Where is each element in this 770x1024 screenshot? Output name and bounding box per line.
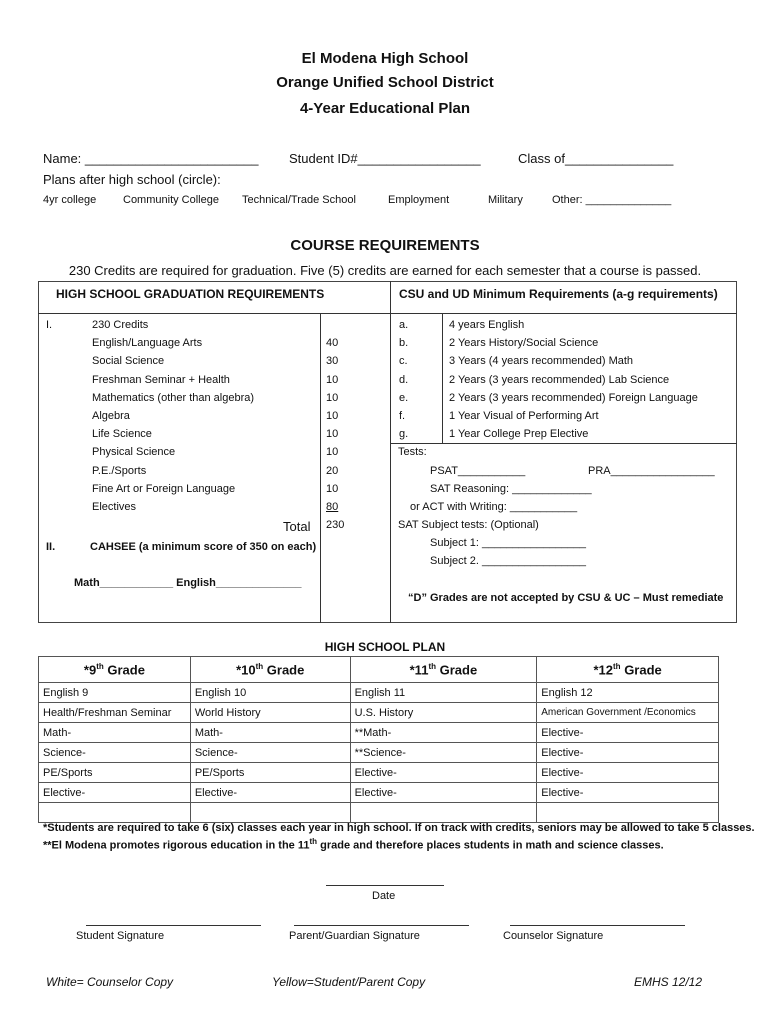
csu-requirement: 2 Years History/Social Science: [449, 337, 599, 350]
student-signature-line[interactable]: [86, 925, 261, 926]
tests-label: Tests:: [398, 446, 427, 458]
plan-cell[interactable]: Science-: [190, 743, 350, 763]
grade-header: *10th Grade: [190, 657, 350, 683]
csu-letter: c.: [399, 355, 408, 368]
math-english-field[interactable]: Math____________ English______________: [74, 577, 302, 589]
csu-letter: d.: [399, 373, 409, 386]
csu-requirement: 1 Year Visual of Performing Art: [449, 410, 599, 422]
plan-cell[interactable]: PE/Sports: [190, 763, 350, 783]
roman-two: II.: [46, 541, 56, 553]
table-row: [39, 783, 719, 803]
plan-cell[interactable]: **Math-: [350, 723, 537, 743]
plan-cell[interactable]: **Science-: [350, 743, 537, 763]
grad-req-credits: 10: [326, 482, 339, 495]
csu-requirement: 2 Years (3 years recommended) Lab Science: [449, 373, 670, 386]
csu-letter: b.: [399, 337, 409, 350]
divider: [390, 281, 391, 623]
plan-cell[interactable]: Elective-: [190, 783, 350, 803]
name-field[interactable]: Name: ________________________: [43, 151, 259, 166]
grad-req-item: Mathematics (other than algebra): [92, 391, 255, 404]
total-value: 230: [326, 519, 345, 531]
plan-cell[interactable]: Elective-: [39, 783, 191, 803]
plan-cell[interactable]: [350, 803, 537, 823]
table-row: [39, 723, 719, 743]
psat-field[interactable]: PSAT___________: [430, 465, 526, 477]
act-field[interactable]: or ACT with Writing: ___________: [410, 501, 578, 513]
grad-req-credits: 10: [326, 446, 339, 459]
counselor-signature-label: Counselor Signature: [503, 930, 604, 942]
csu-letter: g.: [399, 428, 409, 441]
footer-code: EMHS 12/12: [634, 975, 703, 989]
student-signature-label: Student Signature: [76, 930, 165, 942]
grade-header: *9th Grade: [39, 657, 191, 683]
grad-req-credits: 40: [326, 337, 339, 350]
grad-req-item: Social Science: [92, 355, 165, 368]
parent-signature-label: Parent/Guardian Signature: [289, 930, 420, 942]
course-requirements-title: COURSE REQUIREMENTS: [290, 237, 480, 254]
parent-signature-line[interactable]: [294, 925, 469, 926]
table-row: [39, 803, 719, 823]
plan-cell[interactable]: English 11: [350, 683, 537, 703]
plan-cell[interactable]: English 12: [537, 683, 719, 703]
grad-req-item: Freshman Seminar + Health: [92, 373, 230, 386]
grad-req-credits: 30: [326, 355, 339, 368]
plan-title: 4-Year Educational Plan: [299, 100, 471, 117]
grad-req-item: P.E./Sports: [92, 464, 147, 477]
divider: [390, 443, 737, 444]
csu-requirement: 4 years English: [449, 319, 525, 331]
date-label: Date: [372, 890, 396, 902]
plan-cell[interactable]: Science-: [39, 743, 191, 763]
grad-req-item: 230 Credits: [92, 319, 149, 331]
divider: [442, 313, 443, 443]
credits-note: 230 Credits are required for graduation. Five (5) credits are earned for each semester that a course is passed.: [68, 263, 702, 278]
note-rigorous: **El Modena promotes rigorous education in the 11th grade and therefore places students in math and science classes.: [43, 837, 664, 852]
option-military[interactable]: Military: [488, 194, 523, 206]
plan-cell[interactable]: Elective-: [537, 783, 719, 803]
plan-cell[interactable]: English 10: [190, 683, 350, 703]
plan-cell[interactable]: Elective-: [350, 763, 537, 783]
plan-cell[interactable]: English 9: [39, 683, 191, 703]
note-six-classes: *Students are required to take 6 (six) classes each year in high school. If on track with credits, seniors may be allowed to take 5 classes.: [43, 822, 755, 834]
plan-title: HIGH SCHOOL PLAN: [324, 640, 446, 654]
table-row: [39, 743, 719, 763]
plan-cell[interactable]: [537, 803, 719, 823]
pra-field[interactable]: PRA_________________: [588, 465, 715, 477]
date-line[interactable]: [326, 885, 444, 886]
grad-req-credits: 80: [326, 501, 339, 513]
table-row: [39, 763, 719, 783]
plans-after-label: Plans after high school (circle):: [43, 172, 221, 187]
plan-cell[interactable]: Elective-: [537, 763, 719, 783]
subject2-field[interactable]: Subject 2. _________________: [430, 555, 586, 567]
d-grades-note: “D” Grades are not accepted by CSU & UC – Must remediate: [408, 592, 724, 604]
footer-white: White= Counselor Copy: [46, 975, 174, 989]
plan-cell[interactable]: Math-: [39, 723, 191, 743]
grade-header: *12th Grade: [537, 657, 719, 683]
csu-letter: e.: [399, 391, 409, 404]
district-name: Orange Unified School District: [276, 74, 494, 91]
plan-cell[interactable]: PE/Sports: [39, 763, 191, 783]
school-name: El Modena High School: [301, 50, 469, 67]
csu-letter: f.: [399, 410, 406, 422]
grad-req-item: Fine Art or Foreign Language: [92, 482, 236, 495]
total-label: Total: [283, 519, 311, 534]
grad-req-item: Physical Science: [92, 446, 176, 459]
plan-cell[interactable]: U.S. History: [350, 703, 537, 723]
grad-req-credits: 20: [326, 464, 339, 477]
csu-requirement: 2 Years (3 years recommended) Foreign Language: [449, 391, 698, 404]
cahsee-label: CAHSEE (a minimum score of 350 on each): [90, 541, 317, 553]
grad-req-credits: 10: [326, 410, 339, 422]
sat-subject-label: SAT Subject tests: (Optional): [398, 519, 539, 531]
grad-req-credits: 10: [326, 428, 339, 441]
grad-req-item: Life Science: [92, 428, 152, 441]
table-row: [39, 703, 719, 723]
table-row: [39, 683, 719, 703]
grad-req-credits: 10: [326, 373, 339, 386]
plan-cell[interactable]: American Government /Economics: [537, 703, 719, 723]
grad-req-item: Electives: [92, 501, 137, 513]
footer-yellow: Yellow=Student/Parent Copy: [272, 975, 426, 989]
option-technical[interactable]: Technical/Trade School: [242, 194, 356, 206]
csu-letter: a.: [399, 319, 409, 331]
subject1-field[interactable]: Subject 1: _________________: [430, 537, 586, 549]
plan-table: [38, 656, 719, 823]
csu-heading: CSU and UD Minimum Requirements (a-g requirements): [399, 287, 718, 301]
divider: [38, 313, 737, 314]
csu-requirement: 1 Year College Prep Elective: [449, 428, 589, 441]
plan-cell[interactable]: [39, 803, 191, 823]
grad-req-item: English/Language Arts: [92, 337, 203, 350]
plan-cell[interactable]: Elective-: [537, 723, 719, 743]
option-4yr[interactable]: 4yr college: [43, 194, 97, 206]
roman-one: I.: [46, 319, 53, 331]
class-of-field[interactable]: Class of_______________: [518, 151, 674, 166]
plan-cell[interactable]: Health/Freshman Seminar: [39, 703, 191, 723]
grad-req-item: Algebra: [92, 410, 130, 422]
plan-cell[interactable]: Elective-: [537, 743, 719, 763]
plan-cell[interactable]: Math-: [190, 723, 350, 743]
grade-header: *11th Grade: [350, 657, 537, 683]
csu-requirement: 3 Years (4 years recommended) Math: [449, 355, 634, 368]
grad-req-credits: 10: [326, 391, 339, 404]
divider: [320, 313, 321, 623]
plan-cell[interactable]: Elective-: [350, 783, 537, 803]
option-other[interactable]: Other: ______________: [552, 194, 672, 206]
plan-cell[interactable]: World History: [190, 703, 350, 723]
option-employment[interactable]: Employment: [388, 194, 450, 206]
plan-cell[interactable]: [190, 803, 350, 823]
grad-req-heading: HIGH SCHOOL GRADUATION REQUIREMENTS: [56, 287, 325, 301]
sat-field[interactable]: SAT Reasoning: _____________: [430, 483, 592, 495]
option-community[interactable]: Community College: [123, 194, 219, 206]
student-id-field[interactable]: Student ID#_________________: [289, 151, 481, 166]
counselor-signature-line[interactable]: [510, 925, 685, 926]
